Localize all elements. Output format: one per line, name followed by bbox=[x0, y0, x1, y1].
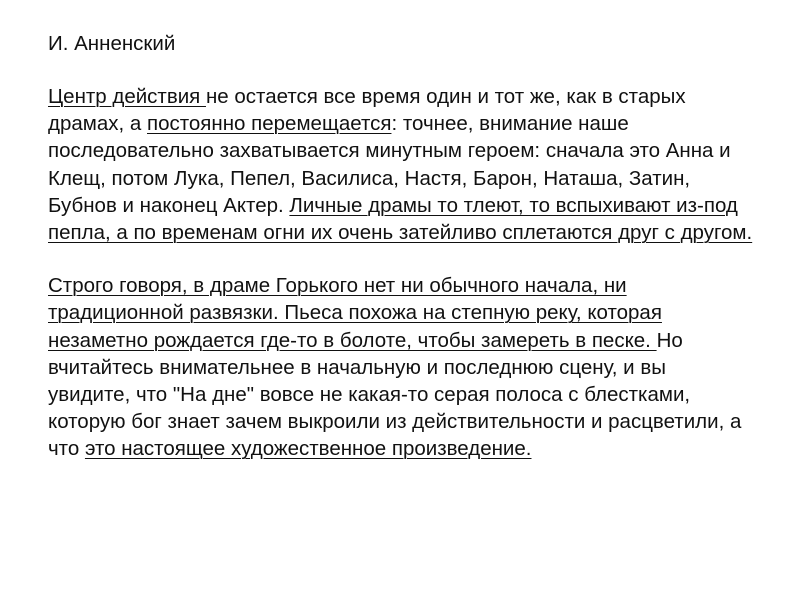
text-segment: не остается все время один и тот же, как в старых драмах, а bbox=[48, 85, 686, 136]
text-segment: постоянно перемещается bbox=[147, 112, 392, 136]
text-segment: Строго говоря, в драме Горького нет ни обычного начала, ни традиционной развязки. Пьеса похожа на степную реку, которая незаметно рождается где-то в болоте, чтобы замереть в песке. bbox=[48, 274, 662, 352]
text-segment: это настоящее художественное произведение. bbox=[84, 437, 532, 461]
paragraph-2 bbox=[48, 272, 753, 462]
text-segment: Но вчитайтесь внимательнее в начальную и последнюю сцену, и вы увидите, что "На дне" вовсе не какая-то серая полоса с блестками, которую бог знает зачем выкроили из действительности и расцветили, а что bbox=[48, 328, 742, 461]
text-segment: : точнее, внимание наше последовательно захватывается минутным героем: сначала это Анна и Клещ, потом Лука, Пепел, Василиса, Настя, Барон, Наташа, Затин, Бубнов и наконец Актер. bbox=[48, 112, 731, 217]
paragraph-1 bbox=[48, 83, 753, 246]
text-segment: Личные драмы то тлеют, то вспыхивают из-под пепла, а по временам огни их очень затейливо сплетаются друг с другом. bbox=[48, 193, 753, 245]
text-segment: Центр действия bbox=[48, 85, 206, 108]
author-name: И. Анненский bbox=[48, 32, 176, 55]
